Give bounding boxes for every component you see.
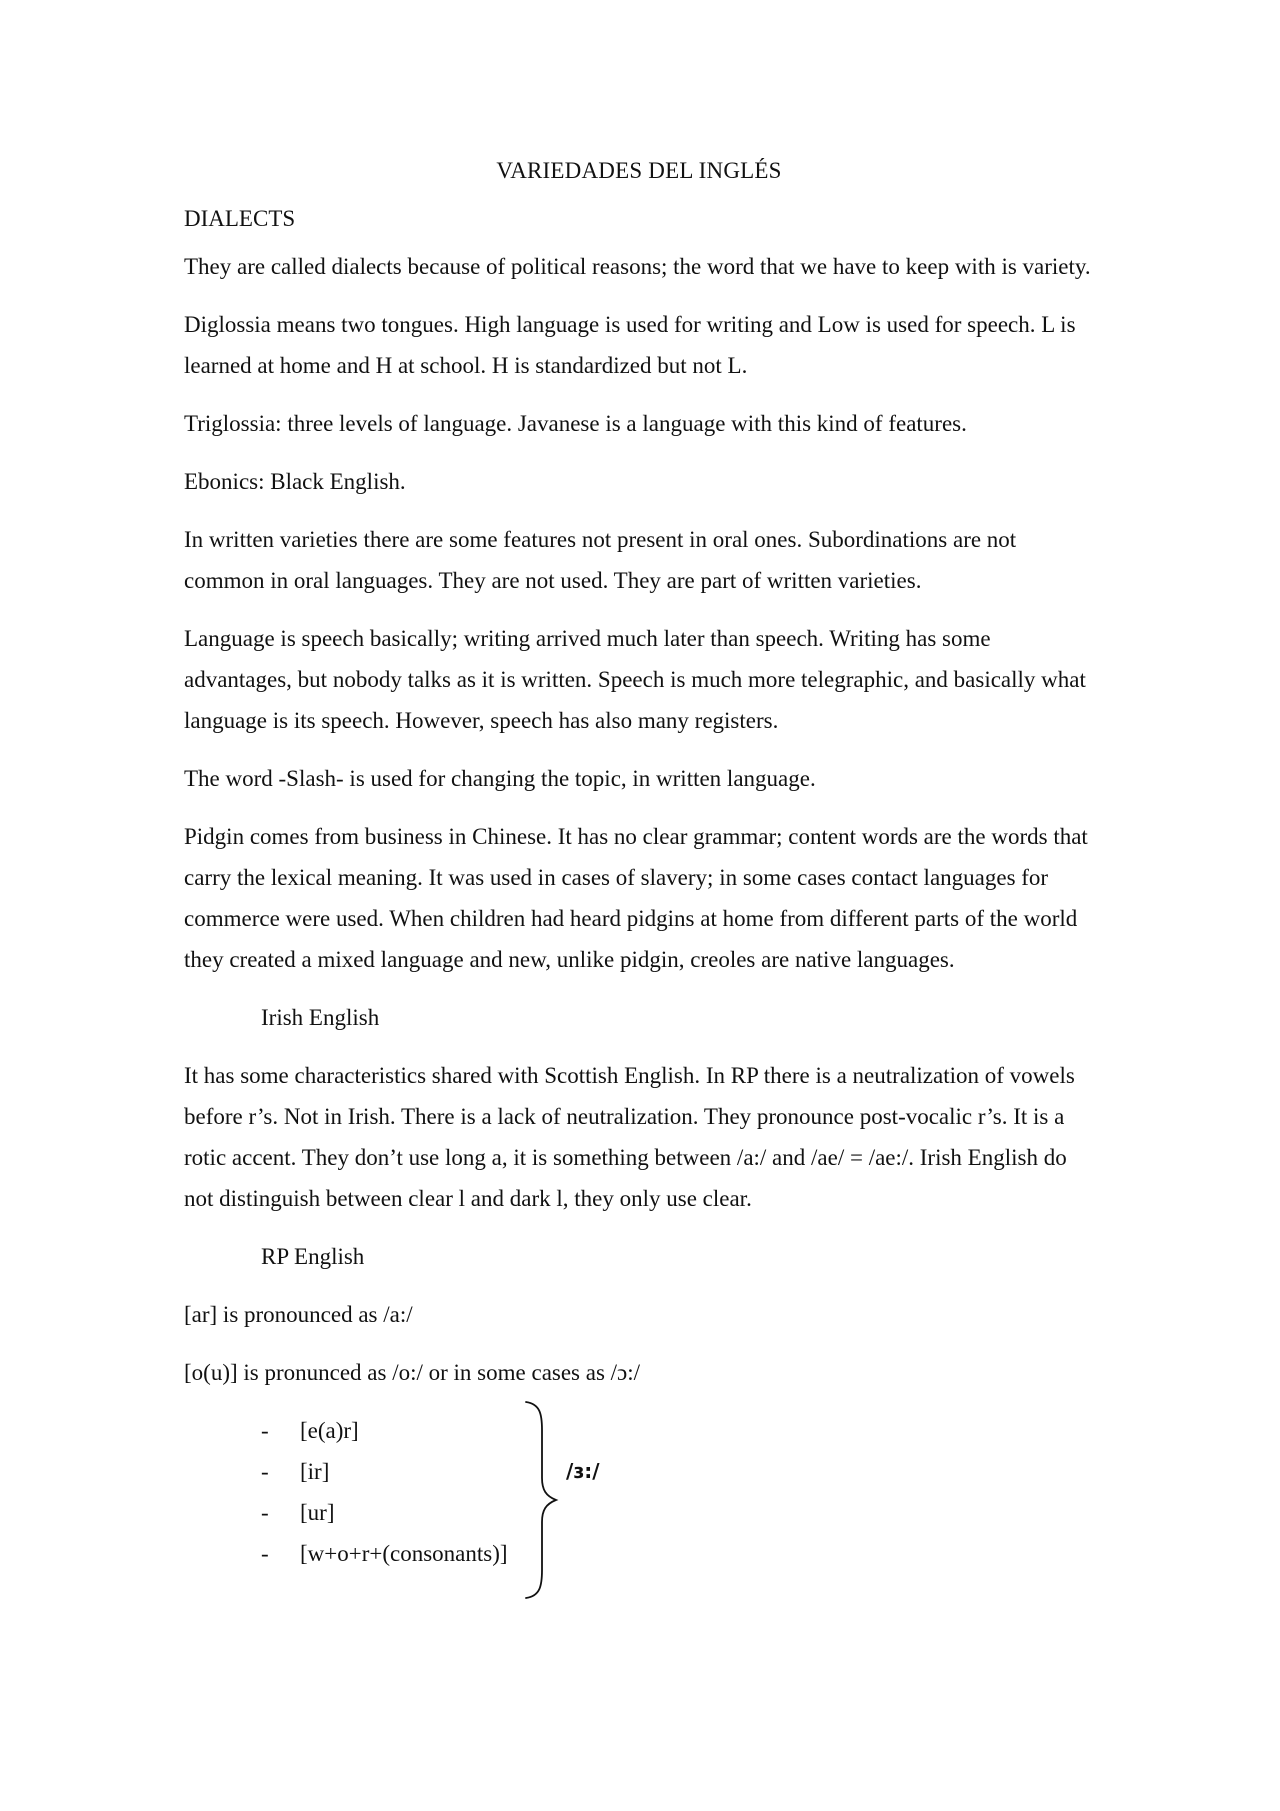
subheading-rp-english: RP English [261,1244,365,1269]
list-item [184,1533,1094,1574]
section-heading-dialects: DIALECTS [184,206,296,231]
bracket-result: /ɜ:/ [566,1459,600,1483]
list-dash: - [261,1500,269,1525]
paragraph-slash: The word -Slash- is used for changing the topic, in written language. [184,766,816,791]
paragraph-written-varieties: In written varieties there are some features not present in oral ones. Subordinations are not common in oral languages. They are not used. They are part of written varieties. [184,527,1017,593]
paragraph-diglossia: Diglossia means two tongues. High language is used for writing and Low is used for speech. L is learned at home and H at school. H is standardized but not L. [184,312,1076,378]
bracket-list [184,1410,1094,1574]
list-item-text: [w+o+r+(consonants)] [300,1541,508,1566]
list-item [184,1451,1094,1492]
list-item [184,1410,1094,1451]
list-dash: - [261,1418,269,1443]
document-title: VARIEDADES DEL INGLÉS [496,158,782,183]
list-item [184,1492,1094,1533]
paragraph-pidgin: Pidgin comes from business in Chinese. It has no clear grammar; content words are the words that carry the lexical meaning. It was used in cases of slavery; in some cases contact languages for commerce were used. When children had heard pidgins at home from different parts of the world they created a mixed language and new, unlike pidgin, creoles are native languages. [184,824,1088,972]
rp-line-ar: [ar] is pronounced as /a:/ [184,1302,413,1327]
list-item-text: [e(a)r] [300,1418,359,1443]
rp-line-ou: [o(u)] is pronunced as /o:/ or in some cases as /ɔ:/ [184,1360,641,1385]
bracket-group [184,1410,1094,1606]
subheading-irish-english: Irish English [261,1005,380,1030]
paragraph-triglossia: Triglossia: three levels of language. Javanese is a language with this kind of features. [184,411,967,436]
paragraph-language-speech: Language is speech basically; writing arrived much later than speech. Writing has some advantages, but nobody talks as it is written. Speech is much more telegraphic, and basically what language is its speech. However, speech has also many registers. [184,626,1086,733]
paragraph-ebonics: Ebonics: Black English. [184,469,406,494]
right-curly-brace-icon [522,1400,562,1600]
paragraph-irish-english: It has some characteristics shared with Scottish English. In RP there is a neutralization of vowels before r’s. Not in Irish. There is a lack of neutralization. They pronounce post-vocalic r’s. It is a rotic accent. They don’t use long a, it is something between /a:/ and /ae/ = /ae:/. Irish English do not distinguish between clear l and dark l, they only use clear. [184,1063,1075,1211]
list-item-text: [ir] [300,1459,330,1484]
document-body [184,150,1094,1606]
paragraph-dialects: They are called dialects because of political reasons; the word that we have to keep with is variety. [184,254,1091,279]
list-dash: - [261,1459,269,1484]
list-item-text: [ur] [300,1500,335,1525]
list-dash: - [261,1541,269,1566]
